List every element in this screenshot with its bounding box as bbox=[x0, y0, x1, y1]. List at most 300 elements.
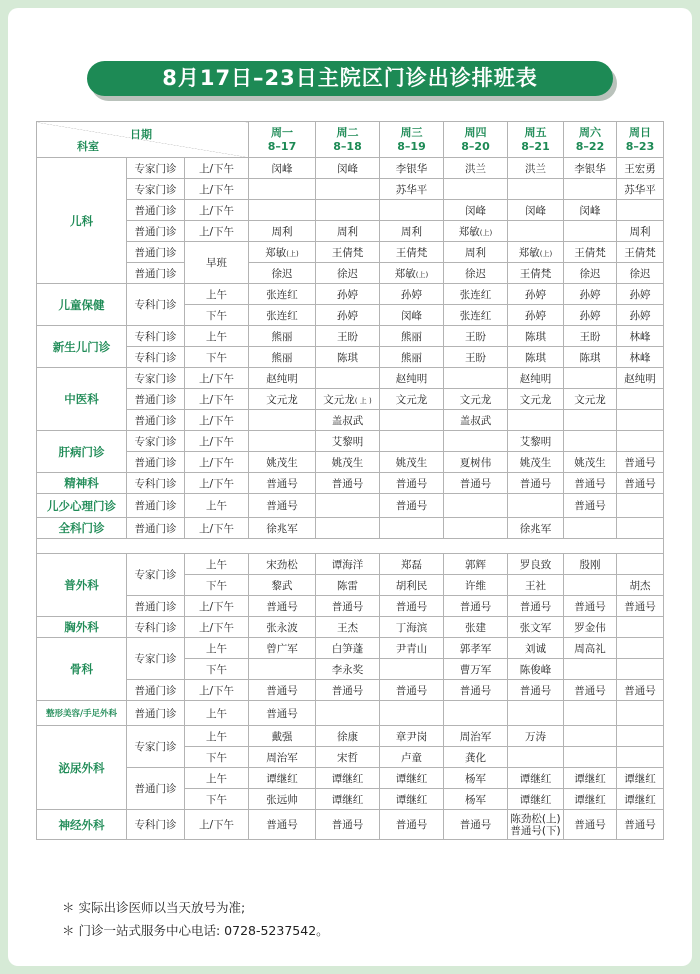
dept-plastic: 整形美容/手足外科 bbox=[37, 701, 127, 726]
schedule-cell: 郑敏(上) bbox=[249, 242, 316, 263]
session: 上/下午 bbox=[185, 389, 249, 410]
schedule-cell: 文元龙( 上 ) bbox=[316, 389, 380, 410]
schedule-cell: 张连红 bbox=[444, 284, 508, 305]
spacer-row bbox=[37, 539, 664, 554]
schedule-cell bbox=[508, 410, 564, 431]
session: 下午 bbox=[185, 789, 249, 810]
session: 下午 bbox=[185, 747, 249, 768]
session: 下午 bbox=[185, 347, 249, 368]
schedule-cell: 王盼 bbox=[564, 326, 617, 347]
schedule-cell: 陈琪 bbox=[508, 326, 564, 347]
clinic-type: 专家门诊 bbox=[127, 158, 185, 179]
schedule-cell bbox=[444, 494, 508, 518]
schedule-cell bbox=[617, 389, 664, 410]
session: 下午 bbox=[185, 575, 249, 596]
schedule-cell: 普通号 bbox=[249, 473, 316, 494]
schedule-cell bbox=[316, 518, 380, 539]
table-row bbox=[37, 701, 664, 726]
schedule-cell: 郑磊 bbox=[380, 554, 444, 575]
dept-general-surgery: 普外科 bbox=[37, 554, 127, 617]
table-row bbox=[37, 680, 664, 701]
table-row bbox=[37, 179, 664, 200]
table-row bbox=[37, 473, 664, 494]
schedule-cell: 普通号 bbox=[316, 473, 380, 494]
session: 上午 bbox=[185, 554, 249, 575]
schedule-cell: 罗金伟 bbox=[564, 617, 617, 638]
schedule-cell: 熊丽 bbox=[249, 326, 316, 347]
schedule-cell: 万涛 bbox=[508, 726, 564, 747]
schedule-cell bbox=[508, 701, 564, 726]
schedule-cell: 李永奖 bbox=[316, 659, 380, 680]
schedule-cell: 徐兆军 bbox=[249, 518, 316, 539]
session: 上/下午 bbox=[185, 680, 249, 701]
schedule-cell: 姚茂生 bbox=[508, 452, 564, 473]
schedule-cell: 普通号 bbox=[249, 494, 316, 518]
dept-tcm: 中医科 bbox=[37, 368, 127, 431]
schedule-cell bbox=[617, 617, 664, 638]
am-mark: (上) bbox=[415, 270, 429, 279]
schedule-cell: 陈琪 bbox=[508, 347, 564, 368]
schedule-cell: 章尹岗 bbox=[380, 726, 444, 747]
schedule-cell: 王杰 bbox=[316, 617, 380, 638]
table-row bbox=[37, 263, 664, 284]
schedule-cell: 徐迟 bbox=[564, 263, 617, 284]
session: 上午 bbox=[185, 768, 249, 789]
table-row bbox=[37, 452, 664, 473]
schedule-cell: 闵峰 bbox=[564, 200, 617, 221]
schedule-cell: 王盼 bbox=[444, 326, 508, 347]
schedule-cell bbox=[444, 368, 508, 389]
footnote-line: ＊ 门诊一站式服务中心电话: 0728-5237542。 bbox=[62, 923, 329, 938]
schedule-cell: 谭继红 bbox=[380, 768, 444, 789]
schedule-cell bbox=[380, 701, 444, 726]
schedule-cell: 文元龙 bbox=[508, 389, 564, 410]
schedule-cell bbox=[316, 368, 380, 389]
header-row bbox=[37, 122, 664, 158]
table-row bbox=[37, 326, 664, 347]
table-row bbox=[37, 617, 664, 638]
schedule-cell: 孙婷 bbox=[508, 305, 564, 326]
schedule-cell: 徐兆军 bbox=[508, 518, 564, 539]
schedule-cell bbox=[617, 518, 664, 539]
schedule-cell: 曹万军 bbox=[444, 659, 508, 680]
clinic-type: 专家门诊 bbox=[127, 638, 185, 680]
schedule-cell: 苏华平 bbox=[380, 179, 444, 200]
dept-neonatal: 新生儿门诊 bbox=[37, 326, 127, 368]
session: 上/下午 bbox=[185, 596, 249, 617]
clinic-type: 专科门诊 bbox=[127, 473, 185, 494]
dept-hepatology: 肝病门诊 bbox=[37, 431, 127, 473]
schedule-cell bbox=[380, 518, 444, 539]
schedule-table bbox=[36, 121, 664, 840]
clinic-type: 普通门诊 bbox=[127, 701, 185, 726]
session: 上午 bbox=[185, 494, 249, 518]
schedule-cell: 杨军 bbox=[444, 768, 508, 789]
schedule-cell bbox=[249, 200, 316, 221]
schedule-cell bbox=[249, 179, 316, 200]
schedule-cell: 李银华 bbox=[564, 158, 617, 179]
schedule-cell: 周治军 bbox=[249, 747, 316, 768]
schedule-cell: 周利 bbox=[617, 221, 664, 242]
schedule-cell: 谭海洋 bbox=[316, 554, 380, 575]
clinic-type: 专家门诊 bbox=[127, 726, 185, 768]
dept-orthopedics: 骨科 bbox=[37, 638, 127, 701]
day-header-sun: 周日 8–23 bbox=[617, 122, 664, 158]
schedule-cell: 徐康 bbox=[316, 726, 380, 747]
schedule-cell: 周利 bbox=[316, 221, 380, 242]
schedule-cell: 周利 bbox=[249, 221, 316, 242]
table-row bbox=[37, 347, 664, 368]
schedule-cell: 陈劲松(上) 普通号(下) bbox=[508, 810, 564, 840]
schedule-cell: 周治军 bbox=[444, 726, 508, 747]
session: 上/下午 bbox=[185, 452, 249, 473]
schedule-cell bbox=[617, 494, 664, 518]
schedule-cell: 姚茂生 bbox=[249, 452, 316, 473]
clinic-type: 专科门诊 bbox=[127, 810, 185, 840]
table-row bbox=[37, 494, 664, 518]
clinic-type: 专科门诊 bbox=[127, 326, 185, 347]
schedule-cell: 苏华平 bbox=[617, 179, 664, 200]
page-title: 8月17日–23日主院区门诊出诊排班表 bbox=[87, 61, 613, 96]
session: 上/下午 bbox=[185, 810, 249, 840]
schedule-cell: 张建 bbox=[444, 617, 508, 638]
date-label: 日期 bbox=[130, 128, 153, 141]
schedule-cell: 李银华 bbox=[380, 158, 444, 179]
schedule-cell: 文元龙 bbox=[380, 389, 444, 410]
schedule-cell: 陈琪 bbox=[564, 347, 617, 368]
table-row bbox=[37, 242, 664, 263]
schedule-cell: 普通号 bbox=[508, 473, 564, 494]
clinic-type: 专科门诊 bbox=[127, 347, 185, 368]
schedule-cell: 谭继红 bbox=[316, 768, 380, 789]
table-row bbox=[37, 768, 664, 789]
schedule-cell: 文元龙 bbox=[249, 389, 316, 410]
schedule-cell bbox=[380, 659, 444, 680]
schedule-cell: 孙婷 bbox=[617, 305, 664, 326]
session: 上/下午 bbox=[185, 518, 249, 539]
schedule-cell: 普通号 bbox=[316, 810, 380, 840]
schedule-cell: 普通号 bbox=[249, 810, 316, 840]
schedule-cell: 王宏勇 bbox=[617, 158, 664, 179]
clinic-type: 专家门诊 bbox=[127, 179, 185, 200]
day-header-thu: 周四 8–20 bbox=[444, 122, 508, 158]
schedule-cell: 普通号 bbox=[617, 810, 664, 840]
schedule-cell: 普通号 bbox=[508, 680, 564, 701]
schedule-cell: 普通号 bbox=[564, 680, 617, 701]
am-mark: (上) bbox=[286, 249, 299, 258]
schedule-cell bbox=[316, 200, 380, 221]
schedule-cell: 普通号 bbox=[617, 680, 664, 701]
schedule-cell bbox=[444, 701, 508, 726]
schedule-cell bbox=[617, 726, 664, 747]
schedule-cell: 郑敏(上) bbox=[444, 221, 508, 242]
schedule-cell: 洪兰 bbox=[444, 158, 508, 179]
clinic-type: 专科门诊 bbox=[127, 284, 185, 326]
schedule-cell: 郑敏(上) bbox=[508, 242, 564, 263]
schedule-cell: 赵纯明 bbox=[508, 368, 564, 389]
schedule-cell: 盖叔武 bbox=[444, 410, 508, 431]
schedule-cell: 徐迟 bbox=[617, 263, 664, 284]
clinic-type: 普通门诊 bbox=[127, 680, 185, 701]
footnotes bbox=[62, 896, 329, 942]
schedule-cell: 许维 bbox=[444, 575, 508, 596]
clinic-type: 专家门诊 bbox=[127, 554, 185, 596]
table-row bbox=[37, 726, 664, 747]
schedule-cell: 赵纯明 bbox=[249, 368, 316, 389]
schedule-cell: 徐迟 bbox=[316, 263, 380, 284]
table-row bbox=[37, 221, 664, 242]
schedule-cell: 普通号 bbox=[249, 680, 316, 701]
schedule-cell: 丁海滨 bbox=[380, 617, 444, 638]
dept-thoracic: 胸外科 bbox=[37, 617, 127, 638]
schedule-cell: 孙婷 bbox=[508, 284, 564, 305]
schedule-cell: 谭继红 bbox=[564, 789, 617, 810]
schedule-cell: 赵纯明 bbox=[380, 368, 444, 389]
session: 上/下午 bbox=[185, 431, 249, 452]
schedule-cell bbox=[564, 575, 617, 596]
schedule-cell: 周高礼 bbox=[564, 638, 617, 659]
schedule-cell: 普通号 bbox=[380, 473, 444, 494]
clinic-type: 普通门诊 bbox=[127, 768, 185, 810]
schedule-cell: 普通号 bbox=[508, 596, 564, 617]
schedule-cell: 夏树伟 bbox=[444, 452, 508, 473]
schedule-cell: 陈俊峰 bbox=[508, 659, 564, 680]
schedule-cell: 姚茂生 bbox=[380, 452, 444, 473]
table-row bbox=[37, 368, 664, 389]
day-header-mon: 周一 8–17 bbox=[249, 122, 316, 158]
schedule-cell bbox=[617, 701, 664, 726]
schedule-cell: 普通号 bbox=[249, 701, 316, 726]
schedule-cell: 刘诚 bbox=[508, 638, 564, 659]
schedule-cell bbox=[617, 410, 664, 431]
schedule-cell: 谭继红 bbox=[508, 789, 564, 810]
schedule-cell bbox=[564, 518, 617, 539]
table-row bbox=[37, 518, 664, 539]
schedule-cell: 孙婷 bbox=[564, 284, 617, 305]
schedule-cell: 普通号 bbox=[617, 473, 664, 494]
schedule-cell: 普通号 bbox=[617, 596, 664, 617]
schedule-cell bbox=[444, 431, 508, 452]
schedule-cell: 普通号 bbox=[617, 452, 664, 473]
session: 上/下午 bbox=[185, 179, 249, 200]
schedule-cell: 林峰 bbox=[617, 326, 664, 347]
am-mark: (上) bbox=[479, 228, 493, 237]
schedule-cell: 洪兰 bbox=[508, 158, 564, 179]
schedule-cell: 戴强 bbox=[249, 726, 316, 747]
schedule-cell: 谭继红 bbox=[564, 768, 617, 789]
schedule-cell: 普通号 bbox=[564, 494, 617, 518]
schedule-cell: 普通号 bbox=[564, 810, 617, 840]
schedule-cell: 宋劲松 bbox=[249, 554, 316, 575]
schedule-cell: 王倩梵 bbox=[380, 242, 444, 263]
schedule-cell: 熊丽 bbox=[249, 347, 316, 368]
schedule-cell bbox=[444, 518, 508, 539]
schedule-cell bbox=[617, 431, 664, 452]
session: 上午 bbox=[185, 326, 249, 347]
am-mark: ( 上 ) bbox=[354, 396, 372, 405]
schedule-cell: 普通号 bbox=[380, 494, 444, 518]
schedule-cell: 闵峰 bbox=[380, 305, 444, 326]
schedule-cell bbox=[249, 431, 316, 452]
schedule-cell: 陈琪 bbox=[316, 347, 380, 368]
schedule-cell: 尹青山 bbox=[380, 638, 444, 659]
schedule-cell bbox=[316, 494, 380, 518]
schedule-cell: 孙婷 bbox=[316, 284, 380, 305]
schedule-cell: 普通号 bbox=[316, 596, 380, 617]
schedule-cell bbox=[508, 179, 564, 200]
schedule-cell bbox=[444, 179, 508, 200]
table-row bbox=[37, 596, 664, 617]
schedule-cell: 徐迟 bbox=[444, 263, 508, 284]
diagonal-header-cell bbox=[37, 122, 249, 158]
session: 上午 bbox=[185, 638, 249, 659]
schedule-cell: 闵峰 bbox=[249, 158, 316, 179]
schedule-cell: 王社 bbox=[508, 575, 564, 596]
schedule-cell: 胡杰 bbox=[617, 575, 664, 596]
clinic-type: 普通门诊 bbox=[127, 596, 185, 617]
schedule-cell: 谭继红 bbox=[617, 789, 664, 810]
schedule-cell: 王盼 bbox=[316, 326, 380, 347]
session: 上午 bbox=[185, 701, 249, 726]
schedule-cell bbox=[617, 200, 664, 221]
clinic-type: 普通门诊 bbox=[127, 200, 185, 221]
schedule-cell: 孙婷 bbox=[564, 305, 617, 326]
schedule-cell: 张远帅 bbox=[249, 789, 316, 810]
dept-general-practice: 全科门诊 bbox=[37, 518, 127, 539]
clinic-type: 专家门诊 bbox=[127, 368, 185, 389]
clinic-type: 普通门诊 bbox=[127, 452, 185, 473]
schedule-cell: 赵纯明 bbox=[617, 368, 664, 389]
schedule-cell: 文元龙 bbox=[444, 389, 508, 410]
schedule-cell bbox=[564, 701, 617, 726]
schedule-cell bbox=[316, 701, 380, 726]
session: 上/下午 bbox=[185, 617, 249, 638]
schedule-cell: 孙婷 bbox=[380, 284, 444, 305]
schedule-cell: 文元龙 bbox=[564, 389, 617, 410]
clinic-type: 普通门诊 bbox=[127, 518, 185, 539]
schedule-cell: 熊丽 bbox=[380, 347, 444, 368]
schedule-cell bbox=[564, 747, 617, 768]
schedule-cell: 张连红 bbox=[444, 305, 508, 326]
footnote-line: ＊ 实际出诊医师以当天放号为准; bbox=[62, 900, 246, 915]
clinic-type: 专科门诊 bbox=[127, 617, 185, 638]
schedule-cell: 杨军 bbox=[444, 789, 508, 810]
schedule-cell bbox=[564, 659, 617, 680]
am-mark: (上) bbox=[539, 249, 553, 258]
schedule-cell: 普通号 bbox=[444, 473, 508, 494]
dept-neurosurgery: 神经外科 bbox=[37, 810, 127, 840]
schedule-cell bbox=[508, 221, 564, 242]
schedule-cell bbox=[617, 554, 664, 575]
table-row bbox=[37, 810, 664, 840]
schedule-cell: 郭辉 bbox=[444, 554, 508, 575]
clinic-type: 普通门诊 bbox=[127, 410, 185, 431]
schedule-cell: 姚茂生 bbox=[316, 452, 380, 473]
session: 上/下午 bbox=[185, 221, 249, 242]
table-row bbox=[37, 389, 664, 410]
schedule-cell bbox=[249, 659, 316, 680]
session: 上/下午 bbox=[185, 410, 249, 431]
schedule-cell: 谭继红 bbox=[508, 768, 564, 789]
schedule-cell bbox=[249, 410, 316, 431]
schedule-cell: 盖叔武 bbox=[316, 410, 380, 431]
table-row bbox=[37, 410, 664, 431]
schedule-cell: 闵峰 bbox=[316, 158, 380, 179]
schedule-cell bbox=[617, 638, 664, 659]
schedule-cell: 艾黎明 bbox=[316, 431, 380, 452]
schedule-cell: 普通号 bbox=[249, 596, 316, 617]
schedule-cell: 黎武 bbox=[249, 575, 316, 596]
schedule-cell: 谭继红 bbox=[316, 789, 380, 810]
schedule-cell: 周利 bbox=[380, 221, 444, 242]
dept-pediatrics: 儿科 bbox=[37, 158, 127, 284]
schedule-cell bbox=[380, 431, 444, 452]
schedule-cell: 谭继红 bbox=[249, 768, 316, 789]
table-row bbox=[37, 284, 664, 305]
schedule-cell: 普通号 bbox=[380, 810, 444, 840]
spacer-cell bbox=[37, 539, 664, 554]
schedule-cell: 闵峰 bbox=[508, 200, 564, 221]
session: 上午 bbox=[185, 726, 249, 747]
schedule-cell: 张连红 bbox=[249, 284, 316, 305]
schedule-cell: 殷刚 bbox=[564, 554, 617, 575]
schedule-cell bbox=[564, 431, 617, 452]
schedule-cell bbox=[316, 179, 380, 200]
schedule-cell: 郭孝军 bbox=[444, 638, 508, 659]
day-header-tue: 周二 8–18 bbox=[316, 122, 380, 158]
session: 上/下午 bbox=[185, 200, 249, 221]
schedule-cell: 普通号 bbox=[444, 810, 508, 840]
day-header-wed: 周三 8–19 bbox=[380, 122, 444, 158]
dept-child-health: 儿童保健 bbox=[37, 284, 127, 326]
schedule-cell: 胡利民 bbox=[380, 575, 444, 596]
session: 早班 bbox=[185, 242, 249, 284]
schedule-cell bbox=[564, 368, 617, 389]
schedule-cell: 张文军 bbox=[508, 617, 564, 638]
schedule-cell: 普通号 bbox=[316, 680, 380, 701]
dept-psychiatry: 精神科 bbox=[37, 473, 127, 494]
schedule-cell: 普通号 bbox=[444, 596, 508, 617]
schedule-cell: 王倩梵 bbox=[617, 242, 664, 263]
schedule-cell: 王倩梵 bbox=[508, 263, 564, 284]
session: 上/下午 bbox=[185, 368, 249, 389]
schedule-cell: 闵峰 bbox=[444, 200, 508, 221]
clinic-type: 普通门诊 bbox=[127, 221, 185, 242]
schedule-cell: 林峰 bbox=[617, 347, 664, 368]
schedule-cell: 王倩梵 bbox=[564, 242, 617, 263]
schedule-cell bbox=[508, 747, 564, 768]
schedule-cell: 龚化 bbox=[444, 747, 508, 768]
session: 下午 bbox=[185, 305, 249, 326]
schedule-cell: 谭继红 bbox=[617, 768, 664, 789]
clinic-type: 普通门诊 bbox=[127, 242, 185, 263]
schedule-cell bbox=[380, 410, 444, 431]
schedule-cell bbox=[508, 494, 564, 518]
schedule-cell bbox=[617, 659, 664, 680]
schedule-cell: 白笋蓬 bbox=[316, 638, 380, 659]
schedule-cell: 孙婷 bbox=[316, 305, 380, 326]
schedule-cell bbox=[564, 410, 617, 431]
schedule-cell: 孙婷 bbox=[617, 284, 664, 305]
clinic-type: 专家门诊 bbox=[127, 431, 185, 452]
schedule-cell: 周利 bbox=[444, 242, 508, 263]
table-row bbox=[37, 200, 664, 221]
schedule-cell: 熊丽 bbox=[380, 326, 444, 347]
table-row bbox=[37, 638, 664, 659]
schedule-cell bbox=[564, 179, 617, 200]
schedule-cell: 谭继红 bbox=[380, 789, 444, 810]
day-header-fri: 周五 8–21 bbox=[508, 122, 564, 158]
